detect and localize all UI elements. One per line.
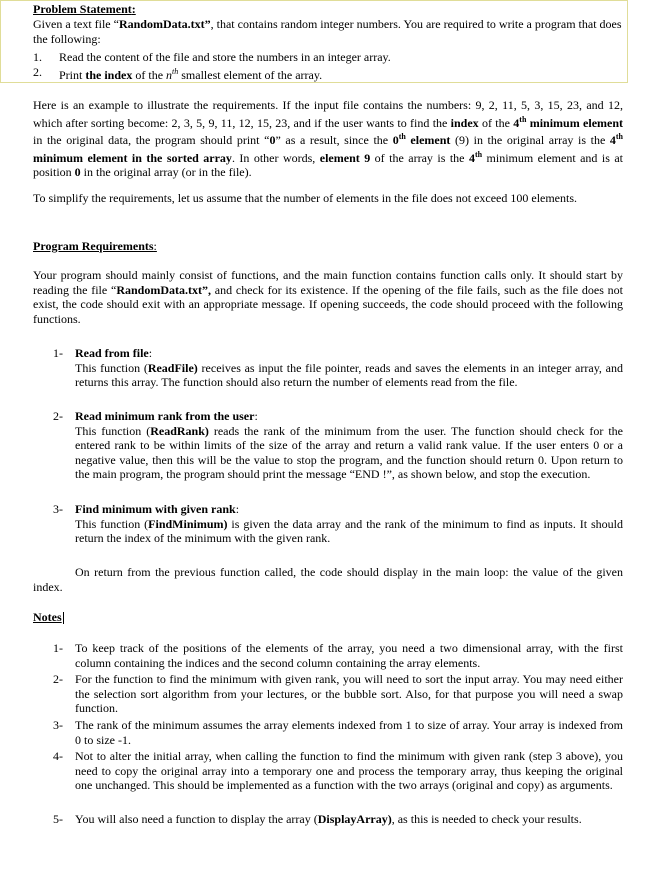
problem-intro: Given a text file “RandomData.txt”, that contains random integer numbers. You are required to write a program that does the following:	[33, 17, 622, 46]
problem-item-2: 2. Print the index of the $n^{th}$ smallest element of the array.	[33, 65, 323, 82]
notes-heading: Notes	[33, 610, 62, 624]
note-item: 4- Not to alter the initial array, when calling the function to find the minimum with given rank (step 3 above), you need to copy the original array into a temporary one and process the temporary array, thus keeping the original one unchanged. This should be implemented as a function with the two arrays (original and copy) as arguments.	[53, 749, 623, 792]
program-requirements-heading: Program Requirements:	[33, 239, 157, 253]
note-item: 3- The rank of the minimum assumes the array elements indexed from 1 to size of array. Your array is indexed from 0 to size -1.	[53, 718, 623, 747]
function-item-3: 3- Find minimum with given rank: This function (FindMinimum) is given the data array and the rank of the minimum to find as inputs. It should return the index of the minimum with the given rank.	[53, 502, 623, 545]
note-item: 5- You will also need a function to display the array (DisplayArray), as this is needed to check your results.	[53, 812, 582, 826]
requirements-outro: On return from the previous function called, the code should display in the main loop: the value of the given index.	[33, 565, 623, 594]
example-paragraph: Here is an example to illustrate the requirements. If the input file contains the numbers: 9, 2, 11, 5, 3, 15, 23, and 12, which after sorting become: 2, 3, 5, 9, 11, 12, 15, 23, and if the user wants to find the index of the 4th minimum element in the original data, the program should print “0” as a result, since the 0th element (9) in the original array is the 4th minimum element in the sorted array. In other words, element 9 of the array is the 4th minimum element and is at position 0 in the original array (or in the file).	[33, 98, 624, 179]
problem-item-1: 1. Read the content of the file and store the numbers in an integer array.	[33, 50, 391, 64]
problem-statement-heading: Problem Statement:	[33, 2, 136, 16]
text-cursor	[63, 612, 64, 624]
note-item: 1- To keep track of the positions of the elements of the array, you need a two dimensional array, with the first column containing the indices and the second column containing the array elements.	[53, 641, 623, 670]
note-item: 2- For the function to find the minimum with given rank, you will need to sort the input array. You may need either the selection sort algorithm from your lectures, or the bubble sort. Also, for that purpose you will need a swap function.	[53, 672, 623, 715]
function-item-2: 2- Read minimum rank from the user: This function (ReadRank) reads the rank of the minimum from the user. The function should check for the entered rank to be within limits of the size of the array and return a valid rank value. If the user enters 0 or a negative value, then this will be the value to stop the program, and the function should return 0. Upon return to the main program, the program should print the message “END !”, as shown below, and stop the execution.	[53, 409, 623, 481]
requirements-intro: Your program should mainly consist of functions, and the main function contains function calls only. It should start by reading the file “RandomData.txt”, and check for its existence. If the opening of the file fails, such as the file does not exist, the code should exit with an appropriate message. If opening succeeds, the code should proceed with the following functions.	[33, 268, 623, 326]
function-item-1: 1- Read from file: This function (ReadFile) receives as input the file pointer, reads and saves the elements in an integer array, and returns this array. The function should also return the number of elements read from the file.	[53, 346, 623, 389]
simplify-paragraph: To simplify the requirements, let us assume that the number of elements in the file does not exceed 100 elements.	[33, 191, 578, 205]
